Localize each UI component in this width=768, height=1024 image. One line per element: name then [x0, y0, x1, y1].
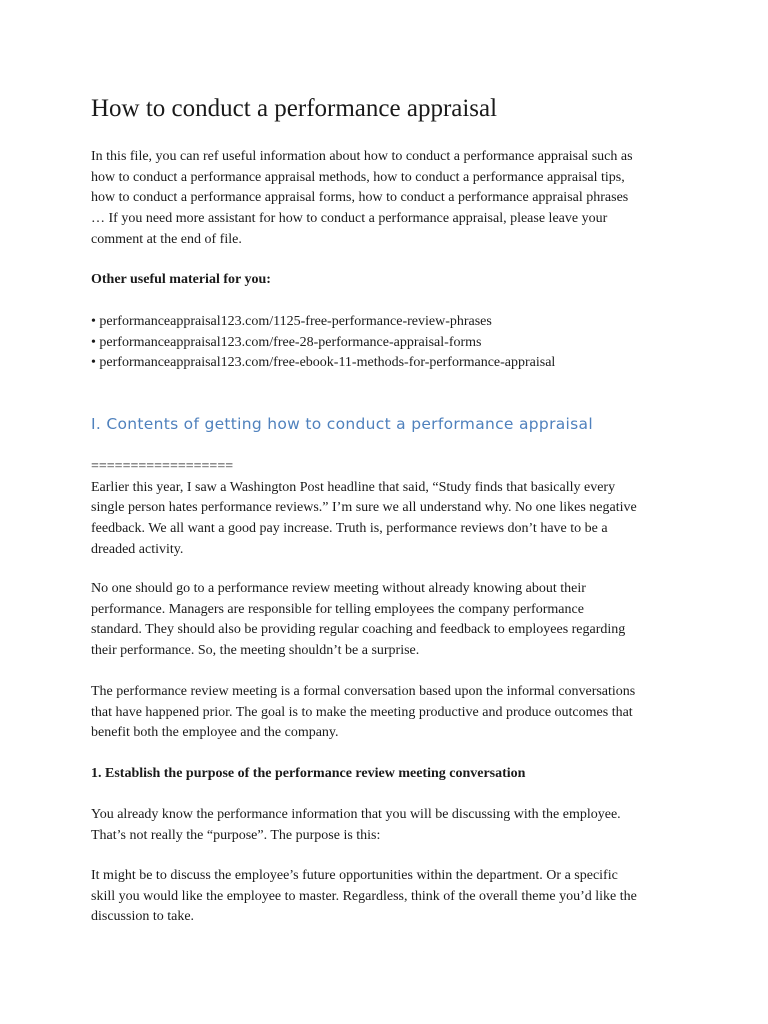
paragraph-4	[91, 805, 691, 846]
intro-line: how to conduct a performance appraisal methods, how to conduct a performance appraisal tips,	[91, 169, 625, 185]
useful-link[interactable]: • performanceappraisal123.com/1125-free-performance-review-phrases	[91, 314, 492, 329]
paragraph-line: discussion to take.	[91, 909, 195, 925]
paragraph-line: their performance. So, the meeting shouldn’t be a surprise.	[91, 643, 420, 659]
useful-link[interactable]: • performanceappraisal123.com/free-28-performance-appraisal-forms	[91, 334, 482, 350]
paragraph-line: benefit both the employee and the company.	[91, 725, 339, 741]
intro-line: comment at the end of file.	[91, 231, 242, 247]
paragraph-line: dreaded activity.	[91, 541, 184, 557]
paragraph-3	[91, 682, 691, 744]
intro-line: … If you need more assistant for how to conduct a performance appraisal, please leave your	[91, 211, 608, 227]
paragraph-line: That’s not really the “purpose”. The purpose is this:	[91, 827, 381, 843]
useful-link[interactable]: • performanceappraisal123.com/free-ebook-11-methods-for-performance-appraisal	[91, 355, 556, 371]
paragraph-line: The performance review meeting is a formal conversation based upon the informal conversations	[91, 684, 636, 699]
paragraph-line: No one should go to a performance review meeting without already knowing about their	[91, 581, 586, 596]
intro-line: how to conduct a performance appraisal forms, how to conduct a performance appraisal phrases	[91, 190, 629, 206]
useful-links-list	[91, 312, 555, 374]
paragraph-line: skill you would like the employee to master. Regardless, think of the overall theme you’d like the	[91, 888, 637, 904]
useful-material-heading: Other useful material for you:	[91, 272, 271, 287]
paragraph-line: performance. Managers are responsible for telling employees the company performance	[91, 601, 584, 617]
paragraph-line: feedback. We all want a good pay increase. Truth is, performance reviews don’t have to be a	[91, 521, 608, 537]
paragraph-line: standard. They should also be providing regular coaching and feedback to employees regarding	[91, 622, 626, 638]
paragraph-2	[91, 579, 691, 662]
paragraph-line: single person hates performance reviews.” I’m sure we all understand why. No one likes negative	[91, 500, 637, 516]
paragraph-line: You already know the performance information that you will be discussing with the employee.	[91, 807, 621, 822]
section-heading: I. Contents of getting how to conduct a performance appraisal	[91, 415, 593, 433]
paragraph-line: Earlier this year, I saw a Washington Post headline that said, “Study finds that basically every	[91, 479, 616, 495]
paragraph-5	[91, 866, 691, 928]
intro-paragraph	[91, 147, 691, 251]
step-1-heading: 1. Establish the purpose of the performance review meeting conversation	[91, 766, 526, 781]
paragraph-1	[91, 457, 691, 561]
document-title: How to conduct a performance appraisal	[91, 95, 498, 122]
separator-line: ==================	[91, 459, 234, 474]
paragraph-line: that have happened prior. The goal is to make the meeting productive and produce outcomes that	[91, 704, 633, 720]
intro-line: In this file, you can ref useful information about how to conduct a performance appraisal such as	[91, 149, 633, 164]
paragraph-line: It might be to discuss the employee’s future opportunities within the department. Or a specific	[91, 868, 618, 883]
